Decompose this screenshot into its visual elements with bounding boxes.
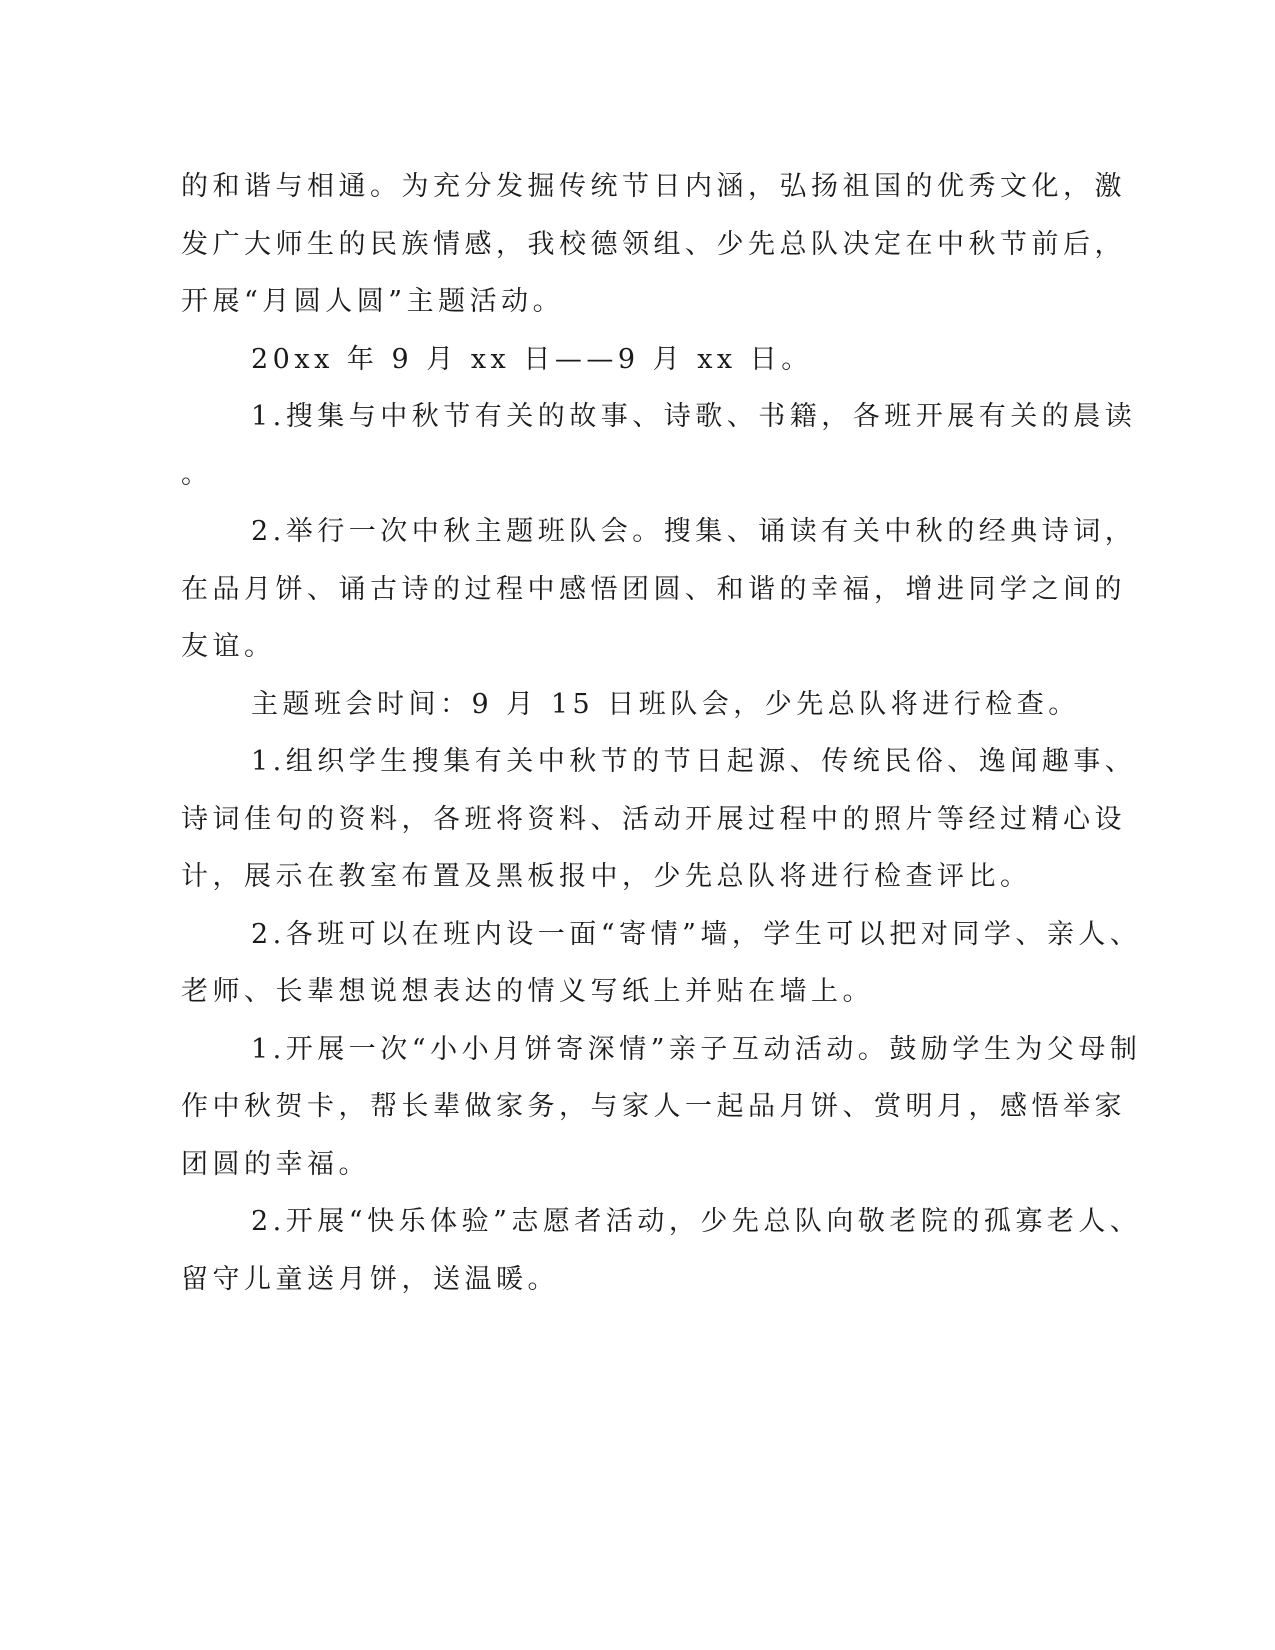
text-line: 1.搜集与中秋节有关的故事、诗歌、书籍，各班开展有关的晨读	[251, 401, 1137, 432]
date-range-line: 20xx 年 9 月 xx 日——9 月 xx 日。	[251, 343, 813, 375]
text-line: 1.开展一次“小小月饼寄深情”亲子互动活动。鼓励学生为父母制	[251, 1033, 1142, 1065]
text-line: 计，展示在教室布置及黑板报中，少先总队将进行检查评比。	[181, 861, 1032, 892]
text-line: 开展“月圆人圆”主题活动。	[181, 286, 565, 317]
text-line: 1.组织学生搜集有关中秋节的节日起源、传统民俗、逸闻趣事、	[251, 746, 1137, 777]
text-line: 发广大师生的民族情感，我校德领组、少先总队决定在中秋节前后，	[181, 228, 1126, 260]
text-line: 团圆的幸福。	[181, 1148, 370, 1180]
document-body	[181, 158, 1142, 1308]
text-line: 2.各班可以在班内设一面“寄情”墙，学生可以把对同学、亲人、	[251, 918, 1142, 950]
text-line: 作中秋贺卡，帮长辈做家务，与家人一起品月饼、赏明月，感悟举家	[181, 1091, 1126, 1122]
text-line: 。	[181, 458, 213, 490]
text-line: 友谊。	[181, 631, 276, 662]
text-line: 2.举行一次中秋主题班队会。搜集、诵读有关中秋的经典诗词，	[251, 516, 1137, 547]
text-line: 2.开展“快乐体验”志愿者活动，少先总队向敬老院的孤寡老人、	[251, 1206, 1142, 1237]
text-line: 老师、长辈想说想表达的情义写纸上并贴在墙上。	[181, 976, 874, 1007]
text-line: 在品月饼、诵古诗的过程中感悟团圆、和谐的幸福，增进同学之间的	[181, 573, 1126, 605]
text-line: 留守儿童送月饼，送温暖。	[181, 1263, 559, 1295]
text-line: 诗词佳句的资料，各班将资料、活动开展过程中的照片等经过精心设	[181, 803, 1126, 835]
meeting-time-line: 主题班会时间：9 月 15 日班队会，少先总队将进行检查。	[251, 688, 1080, 720]
text-line: 的和谐与相通。为充分发掘传统节日内涵，弘扬祖国的优秀文化，激	[181, 171, 1126, 202]
